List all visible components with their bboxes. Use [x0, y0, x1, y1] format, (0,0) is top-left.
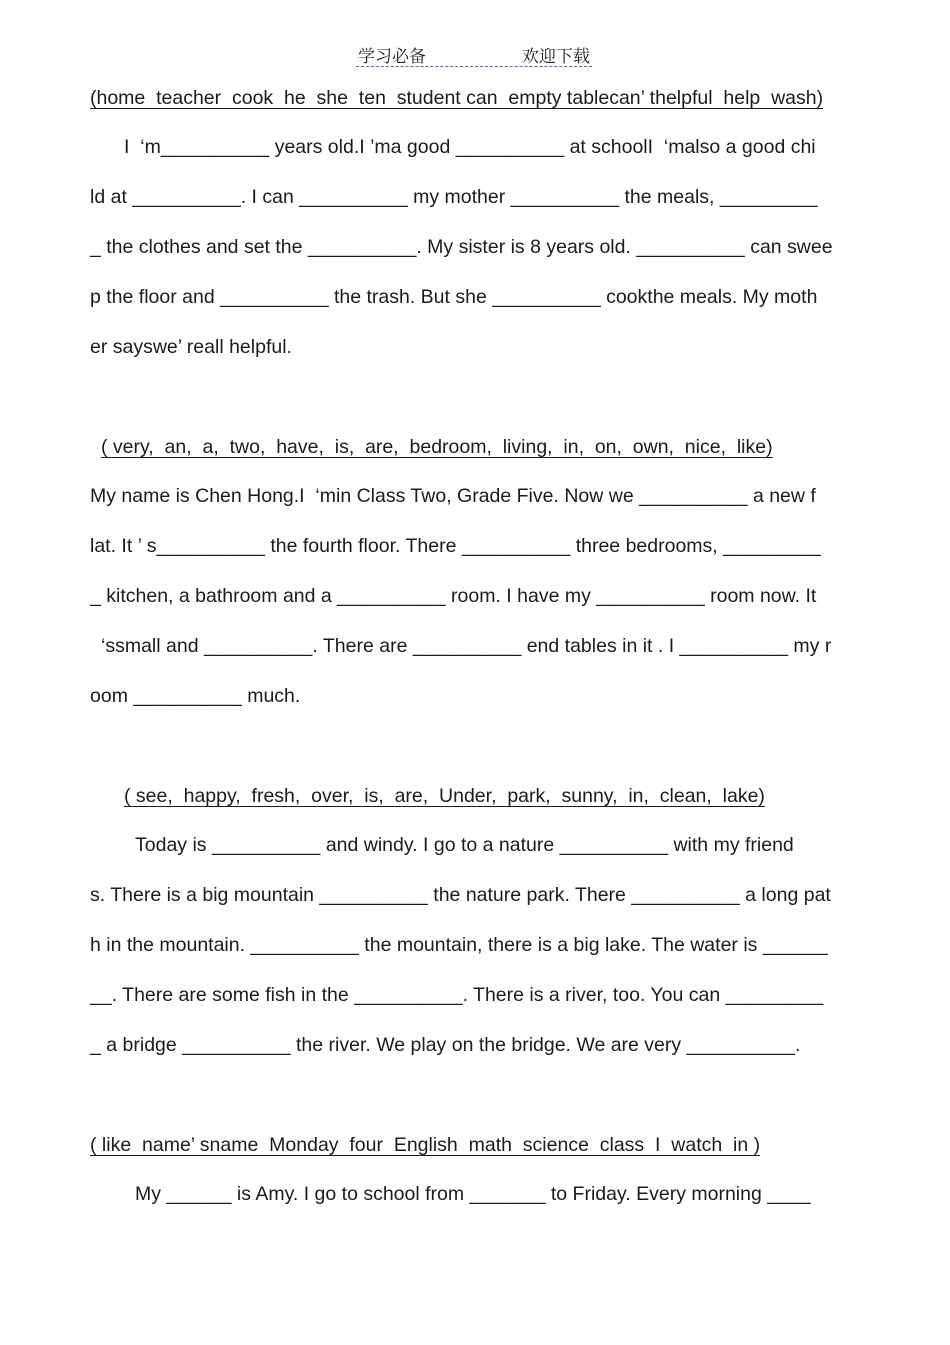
passage-3-line-3: h in the mountain. __________ the mountain, there is a big lake. The water is ______: [90, 934, 828, 956]
passage-2-line-4: ‘ssmall and __________. There are __________ end tables in it . I __________ my r: [101, 635, 832, 657]
word-bank-4: [90, 1133, 760, 1157]
word-bank-1-text: (home teacher cook he she ten student can empty tablecan’ thelpful help wash): [90, 87, 824, 109]
passage-1-line-5: er sayswe’ reall helpful.: [90, 336, 292, 358]
passage-3-line-5: _ a bridge __________ the river. We play on the bridge. We are very __________.: [90, 1034, 801, 1056]
header-right-text: 欢迎下载: [522, 47, 590, 67]
passage-1-line-3: _ the clothes and set the __________. My sister is 8 years old. __________ can swee: [90, 236, 833, 258]
passage-4-line-1: My ______ is Amy. I go to school from _______ to Friday. Every morning ____: [135, 1183, 811, 1205]
passage-1-line-4: p the floor and __________ the trash. But she __________ cookthe meals. My moth: [90, 286, 818, 308]
passage-2-line-5: oom __________ much.: [90, 685, 301, 707]
passage-3-line-4: __. There are some fish in the __________. There is a river, too. You can _________: [90, 984, 824, 1006]
word-bank-3: [124, 784, 765, 808]
word-bank-4-text: ( like name’ sname Monday four English math science class I watch in ): [90, 1134, 761, 1156]
passage-1-line-1: I ‘m__________ years old.I ’ma good __________ at schoolI ‘malso a good chi: [124, 136, 816, 158]
passage-3-line-2: s. There is a big mountain __________ the nature park. There __________ a long pat: [90, 884, 831, 906]
word-bank-3-text: ( see, happy, fresh, over, is, are, Under, park, sunny, in, clean, lake): [124, 785, 765, 807]
passage-3-line-1: Today is __________ and windy. I go to a nature __________ with my friend: [135, 834, 794, 856]
word-bank-2: [101, 435, 773, 459]
passage-2-line-1: My name is Chen Hong.I ‘min Class Two, Grade Five. Now we __________ a new f: [90, 485, 816, 507]
page-header: [356, 40, 592, 67]
word-bank-1: [90, 86, 823, 110]
passage-2-line-2: lat. It ’ s__________ the fourth floor. There __________ three bedrooms, _________: [90, 535, 821, 557]
passage-1-line-2: ld at __________. I can __________ my mother __________ the meals, _________: [90, 186, 818, 208]
header-left-text: 学习必备: [358, 47, 426, 67]
passage-2-line-3: _ kitchen, a bathroom and a __________ room. I have my __________ room now. It: [90, 585, 817, 607]
word-bank-2-text: ( very, an, a, two, have, is, are, bedroom, living, in, on, own, nice, like): [101, 436, 773, 458]
